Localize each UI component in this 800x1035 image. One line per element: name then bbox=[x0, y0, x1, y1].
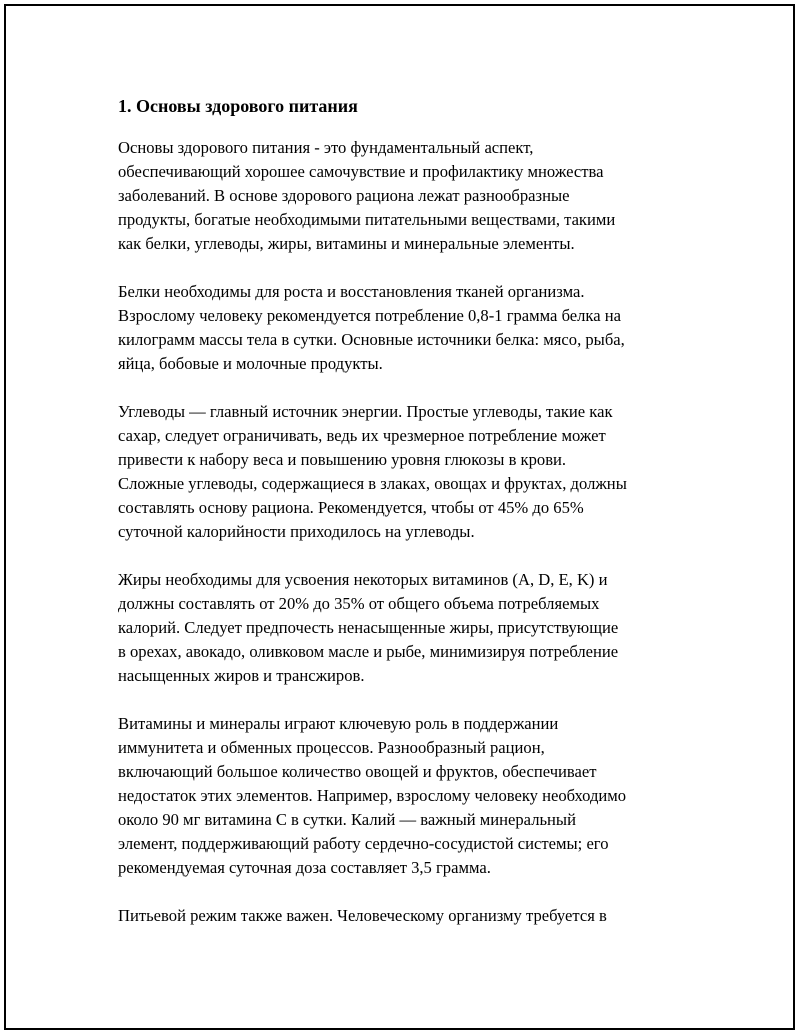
paragraph-proteins: Белки необходимы для роста и восстановления тканей организма. Взрослому человеку рекомендуется потребление 0,8-1 грамма белка на килограмм массы тела в сутки. Основные источники белка: мясо, рыба, яйца, бобовые и молочные продукты. bbox=[118, 282, 625, 373]
section-heading: 1. Основы здорового питания bbox=[118, 96, 358, 116]
paragraph-intro: Основы здорового питания - это фундаментальный аспект, обеспечивающий хорошее самочувствие и профилактику множества заболеваний. В основе здорового рациона лежат разнообразные продукты, богатые необходимыми питательными веществами, такими как белки, углеводы, жиры, витамины и минеральные элементы. bbox=[118, 138, 616, 253]
paragraph-vitamins-minerals: Витамины и минералы играют ключевую роль в поддержании иммунитета и обменных процессов. Разнообразный рацион, включающий большое количество овощей и фруктов, обеспечивает недостаток этих элементов. Например, взрослому человеку необходимо около 90 мг витамина C в сутки. Калий — важный минеральный элемент, поддерживающий работу сердечно-сосудистой системы; его рекомендуемая суточная доза составляет 3,5 грамма. bbox=[118, 714, 627, 877]
document-body bbox=[118, 94, 698, 952]
paragraph-fats: Жиры необходимы для усвоения некоторых витаминов (A, D, E, K) и должны составлять от 20% до 35% от общего объема потребляемых калорий. Следует предпочесть ненасыщенные жиры, присутствующие в орехах, авокадо, оливковом масле и рыбе, минимизируя потребление насыщенных жиров и трансжиров. bbox=[118, 570, 619, 685]
paragraph-carbohydrates: Углеводы — главный источник энергии. Простые углеводы, такие как сахар, следует ограничивать, ведь их чрезмерное потребление может привести к набору веса и повышению уровня глюкозы в крови. Сложные углеводы, содержащиеся в злаках, овощах и фруктах, должны составлять основу рациона. Рекомендуется, чтобы от 45% до 65% суточной калорийности приходилось на углеводы. bbox=[118, 402, 627, 541]
paragraph-water-regime: Питьевой режим также важен. Человеческому организму требуется в bbox=[118, 906, 607, 925]
